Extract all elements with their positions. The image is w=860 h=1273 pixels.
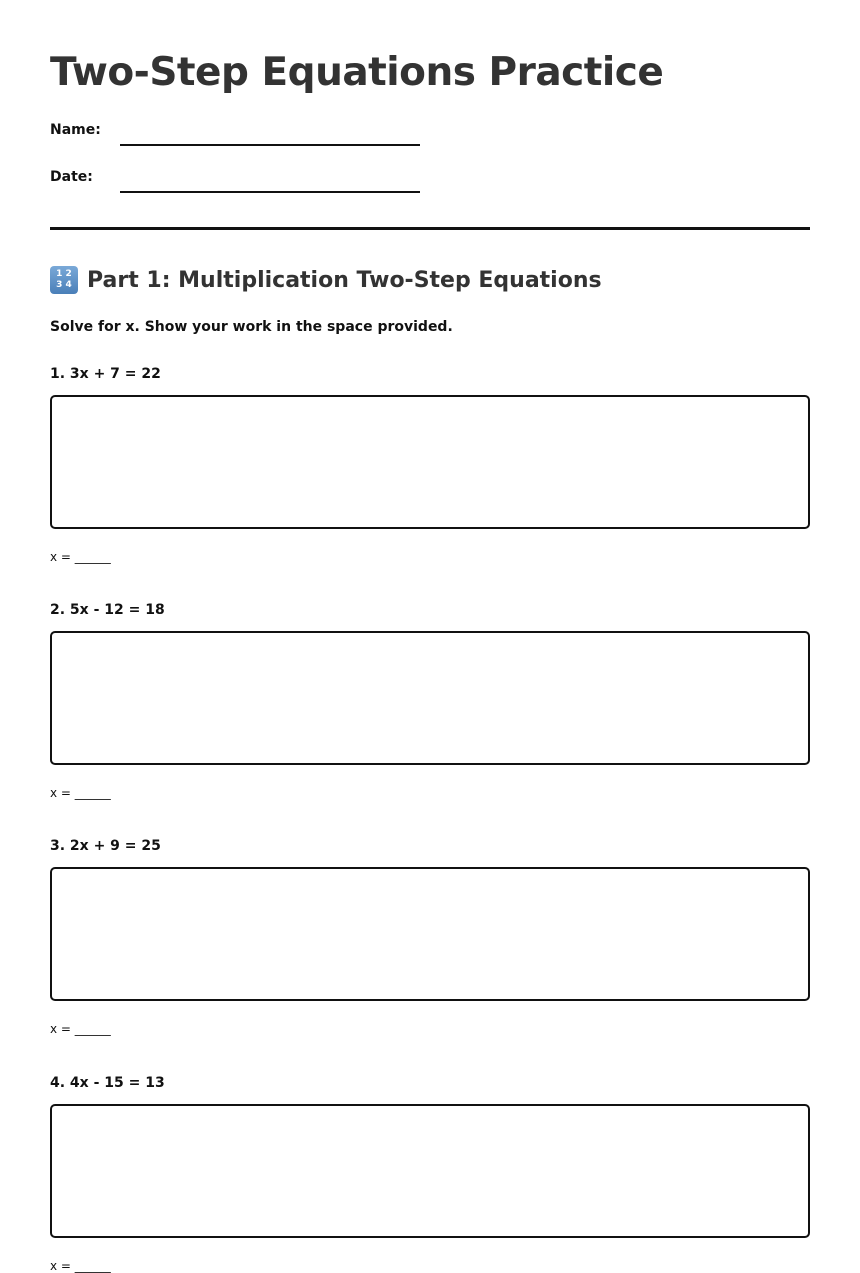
icon-digits-top: 1 2	[56, 269, 72, 279]
problem-label: 3. 2x + 9 = 25	[50, 838, 161, 854]
problem-label: 1. 3x + 7 = 22	[50, 366, 161, 382]
date-label: Date:	[50, 169, 93, 185]
section-title	[50, 266, 602, 294]
header-divider	[50, 227, 810, 230]
section-title-text: Part 1: Multiplication Two-Step Equations	[87, 267, 602, 293]
work-box[interactable]	[50, 631, 810, 765]
name-field	[50, 122, 470, 152]
answer-blank[interactable]: x = ______	[50, 550, 111, 564]
name-line[interactable]	[120, 144, 420, 146]
work-box[interactable]	[50, 867, 810, 1001]
answer-blank[interactable]: x = ______	[50, 1259, 111, 1273]
date-line[interactable]	[120, 191, 420, 193]
problem-label: 4. 4x - 15 = 13	[50, 1075, 165, 1091]
answer-blank[interactable]: x = ______	[50, 786, 111, 800]
numbers-keycap-icon	[50, 266, 78, 294]
icon-digits-bottom: 3 4	[56, 280, 72, 290]
work-box[interactable]	[50, 395, 810, 529]
problem-label: 2. 5x - 12 = 18	[50, 602, 165, 618]
page-title: Two-Step Equations Practice	[50, 50, 664, 95]
answer-blank[interactable]: x = ______	[50, 1022, 111, 1036]
name-label: Name:	[50, 122, 101, 138]
instructions: Solve for x. Show your work in the space provided.	[50, 319, 453, 335]
date-field	[50, 169, 470, 199]
work-box[interactable]	[50, 1104, 810, 1238]
